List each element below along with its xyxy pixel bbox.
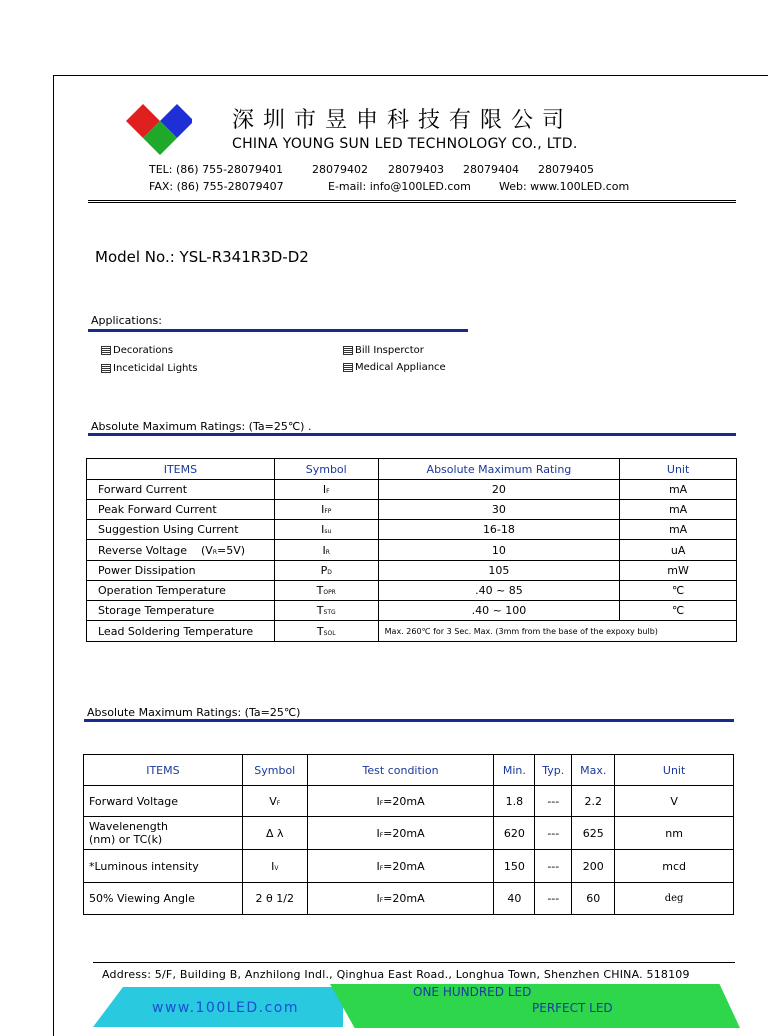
document-icon	[343, 363, 353, 372]
table-row: Storage Temperature TSTG .40 ~ 100 ℃	[87, 601, 737, 621]
company-name-english: CHINA YOUNG SUN LED TECHNOLOGY CO., LTD.	[232, 136, 578, 152]
company-name-chinese: 深圳市昱申科技有限公司	[232, 108, 574, 133]
section-underline	[84, 719, 734, 722]
application-item: Inceticidal Lights	[101, 363, 198, 374]
column-header: Typ.	[535, 755, 572, 786]
email-address: E-mail: info@100LED.com	[328, 180, 471, 193]
table-row: Forward Current IF 20 mA	[87, 480, 737, 500]
table-row: Lead Soldering Temperature TSOL Max. 260℃ for 3 Sec. Max. (3mm from the base of the expoxy bulb)	[87, 621, 737, 642]
footer-divider	[93, 962, 735, 963]
column-header: Max.	[572, 755, 615, 786]
table-row: Reverse Voltage (VR=5V) IR 10 uA	[87, 540, 737, 561]
table-row: Peak Forward Current IFP 30 mA	[87, 500, 737, 520]
banner-slogan-line2: PERFECT LED	[532, 1001, 613, 1015]
tel-number: 28079404	[463, 163, 519, 176]
tel-number: 28079405	[538, 163, 594, 176]
model-number: Model No.: YSL-R341R3D-D2	[95, 248, 309, 266]
table-row: Forward Voltage VF IF=20mA 1.8 --- 2.2 V	[84, 786, 734, 817]
column-header: ITEMS	[87, 459, 275, 480]
document-icon	[101, 346, 111, 355]
column-header: Absolute Maximum Rating	[378, 459, 620, 480]
tel-label: TEL: (86) 755-28079401	[149, 163, 284, 176]
column-header: Symbol	[242, 755, 307, 786]
column-header: Test condition	[307, 755, 494, 786]
abs-max-table	[86, 458, 737, 642]
section-underline	[88, 433, 736, 436]
table-header-row	[84, 755, 734, 786]
applications-title: Applications:	[91, 314, 162, 327]
abs-max-title: Absolute Maximum Ratings: (Ta=25℃) .	[91, 420, 312, 433]
table-row: Power Dissipation PD 105 mW	[87, 561, 737, 581]
banner-slogan-line1: ONE HUNDRED LED	[413, 985, 532, 999]
fax-number: FAX: (86) 755-28079407	[149, 180, 284, 193]
application-item: Medical Appliance	[343, 362, 446, 373]
electro-title: Absolute Maximum Ratings: (Ta=25℃)	[87, 706, 301, 719]
tel-number: 28079403	[388, 163, 444, 176]
table-row: 50% Viewing Angle 2 θ 1/2 IF=20mA 40 --- 60 deg	[84, 883, 734, 915]
company-logo	[126, 104, 192, 170]
column-header: Symbol	[274, 459, 378, 480]
document-icon	[101, 364, 111, 373]
table-row: *Luminous intensity IV IF=20mA 150 --- 200 mcd	[84, 850, 734, 883]
section-underline	[88, 329, 468, 332]
table-row: Suggestion Using Current Isu 16-18 mA	[87, 520, 737, 540]
application-item: Bill Insperctor	[343, 345, 424, 356]
table-row: Operation Temperature TOPR .40 ~ 85 ℃	[87, 581, 737, 601]
banner-website[interactable]: www.100LED.com	[152, 1000, 300, 1016]
column-header: ITEMS	[84, 755, 243, 786]
column-header: Unit	[615, 755, 734, 786]
header-divider	[88, 202, 736, 203]
column-header: Min.	[494, 755, 535, 786]
document-icon	[343, 346, 353, 355]
tel-number: 28079402	[312, 163, 368, 176]
table-header-row	[87, 459, 737, 480]
address: Address: 5/F, Building B, Anzhilong Indl., Qinghua East Road., Longhua Town, Shenzhen CHINA. 518109	[102, 968, 690, 981]
header-divider	[88, 200, 736, 201]
application-item: Decorations	[101, 345, 173, 356]
website: Web: www.100LED.com	[499, 180, 630, 193]
table-row: Wavelenength (nm) or TC(k) Δ λ IF=20mA 620 --- 625 nm	[84, 817, 734, 850]
electro-optical-table	[83, 754, 734, 915]
column-header: Unit	[620, 459, 737, 480]
